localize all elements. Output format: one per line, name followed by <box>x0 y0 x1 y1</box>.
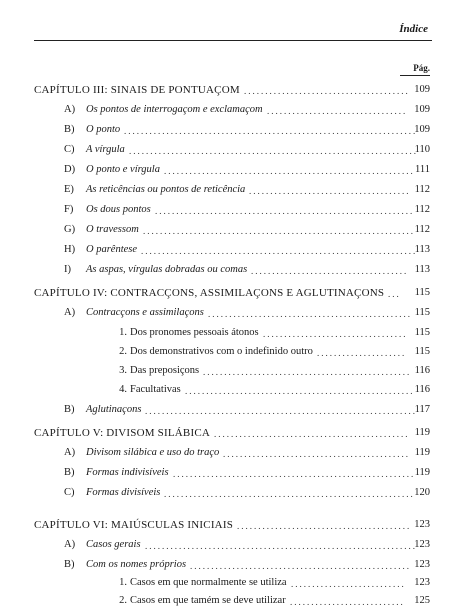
toc-entry-page-number: 123 <box>414 577 430 588</box>
toc-section-entry <box>0 204 450 220</box>
toc-leader-dots: ............................................ <box>223 449 410 459</box>
toc-leader-dots: ...................................... <box>249 186 411 196</box>
toc-subsection-entry <box>0 327 450 343</box>
toc-entry-title: CAPÍTULO III: SINAIS DE PONTUAÇOM <box>34 84 240 96</box>
toc-entry-title: Dos demonstrativos com o indefinido outro <box>130 346 313 357</box>
toc-leader-dots: ................................................................. <box>141 246 418 256</box>
toc-entry-title: Divisom silábica e uso do traço <box>86 447 220 458</box>
toc-entry-marker: G) <box>64 224 76 235</box>
toc-entry-marker: F) <box>64 204 74 215</box>
toc-entry-marker: I) <box>64 264 71 275</box>
toc-entry-marker: 1. <box>119 577 127 588</box>
toc-entry-page-number: 123 <box>414 519 430 530</box>
page-header-title: Índice <box>399 23 428 35</box>
toc-entry-marker: B) <box>64 404 75 415</box>
toc-entry-page-number: 125 <box>414 595 430 606</box>
toc-entry-page-number: 123 <box>414 559 430 570</box>
toc-section-entry <box>0 404 450 420</box>
toc-subsection-entry <box>0 595 450 611</box>
toc-entry-page-number: 117 <box>414 404 430 415</box>
toc-entry-marker: C) <box>64 144 75 155</box>
toc-leader-dots: ........................................................... <box>164 166 415 176</box>
toc-entry-marker: E) <box>64 184 74 195</box>
toc-entry-title: Formas divisíveis <box>86 487 161 498</box>
toc-subsection-entry <box>0 365 450 381</box>
toc-entry-page-number: 113 <box>414 264 430 275</box>
toc-leader-dots: ......................................................... <box>173 469 416 479</box>
toc-entry-marker: 2. <box>119 346 127 357</box>
toc-entry-page-number: 112 <box>414 224 430 235</box>
toc-leader-dots: ................................................................ <box>143 226 415 236</box>
toc-leader-dots: ......................................... <box>237 521 412 531</box>
toc-entry-page-number: 109 <box>414 104 430 115</box>
toc-entry-page-number: 113 <box>414 244 430 255</box>
toc-leader-dots: ...................................................... <box>185 386 415 396</box>
toc-entry-page-number: 119 <box>414 427 430 438</box>
toc-entry-page-number: 119 <box>414 447 430 458</box>
toc-entry-page-number: 116 <box>414 384 430 395</box>
toc-chapter-entry <box>0 519 450 535</box>
toc-leader-dots: ................................................ <box>208 309 412 319</box>
toc-leader-dots: .................................................... <box>190 561 411 571</box>
toc-entry-title: Casos gerais <box>86 539 141 550</box>
toc-entry-title: O parêntese <box>86 244 138 255</box>
toc-entry-marker: B) <box>64 467 75 478</box>
toc-entry-marker: 1. <box>119 327 127 338</box>
toc-chapter-entry <box>0 287 450 303</box>
toc-leader-dots: .................................. <box>263 329 408 339</box>
toc-leader-dots: .............................................. <box>214 429 410 439</box>
toc-entry-marker: 2. <box>119 595 127 606</box>
toc-section-entry <box>0 467 450 483</box>
toc-entry-title: O ponto e vírgula <box>86 164 160 175</box>
toc-entry-title: O travessom <box>86 224 139 235</box>
toc-entry-page-number: 115 <box>414 307 430 318</box>
toc-entry-page-number: 115 <box>414 327 430 338</box>
toc-entry-title: Os dous pontos <box>86 204 151 215</box>
toc-entry-page-number: 116 <box>414 365 430 376</box>
toc-section-entry <box>0 487 450 503</box>
toc-entry-page-number: 115 <box>414 287 430 298</box>
toc-entry-title: Os pontos de interrogaçom e exclamaçom <box>86 104 263 115</box>
toc-entry-title: Dos pronomes pessoais átonos <box>130 327 259 338</box>
toc-entry-title: A vírgula <box>86 144 125 155</box>
toc-entry-marker: 3. <box>119 365 127 376</box>
toc-entry-title: CAPÍTULO VI: MAIÚSCULAS INICIAIS <box>34 519 234 531</box>
toc-subsection-entry <box>0 346 450 362</box>
toc-entry-title: As aspas, vírgulas dobradas ou comas <box>86 264 248 275</box>
toc-leader-dots: ....................................... <box>244 86 410 96</box>
page-column-label: Pág. <box>413 63 430 73</box>
toc-section-entry <box>0 124 450 140</box>
toc-leader-dots: ... <box>388 289 401 299</box>
toc-leader-dots: ........................... <box>291 579 406 589</box>
toc-entry-page-number: 123 <box>414 539 430 550</box>
toc-leader-dots: ............................................................. <box>155 206 415 216</box>
toc-entry-marker: A) <box>64 307 76 318</box>
toc-entry-marker: A) <box>64 104 76 115</box>
toc-section-entry <box>0 164 450 180</box>
toc-leader-dots: ........................... <box>290 597 405 607</box>
toc-entry-title: CAPÍTULO IV: CONTRACÇONS, ASSIMILAÇONS E AGLUTINAÇONS <box>34 287 385 299</box>
toc-section-entry <box>0 184 450 200</box>
toc-entry-marker: A) <box>64 447 76 458</box>
toc-entry-title: Aglutinaçons <box>86 404 142 415</box>
toc-leader-dots: ................................. <box>267 106 408 116</box>
toc-section-entry <box>0 307 450 323</box>
toc-entry-title: As reticências ou pontos de reticência <box>86 184 246 195</box>
toc-entry-marker: 4. <box>119 384 127 395</box>
toc-entry-title: Das preposiçons <box>130 365 200 376</box>
toc-entry-page-number: 110 <box>414 144 430 155</box>
toc-entry-marker: H) <box>64 244 76 255</box>
toc-leader-dots: ..................... <box>317 348 407 358</box>
toc-entry-page-number: 120 <box>414 487 430 498</box>
toc-section-entry <box>0 244 450 260</box>
toc-section-entry <box>0 264 450 280</box>
toc-leader-dots: ................................................................ <box>145 541 417 551</box>
toc-entry-page-number: 119 <box>414 467 430 478</box>
toc-section-entry <box>0 224 450 240</box>
toc-section-entry <box>0 104 450 120</box>
toc-entry-page-number: 112 <box>414 204 430 215</box>
toc-entry-page-number: 109 <box>414 124 430 135</box>
toc-entry-page-number: 109 <box>414 84 430 95</box>
toc-entry-title: CAPÍTULO V: DIVISOM SILÁBICA <box>34 427 211 439</box>
toc-subsection-entry <box>0 384 450 400</box>
toc-entry-page-number: 115 <box>414 346 430 357</box>
toc-leader-dots: ........................................................... <box>164 489 415 499</box>
toc-section-entry <box>0 559 450 575</box>
toc-leader-dots: ..................................................................... <box>124 126 418 136</box>
toc-chapter-entry <box>0 427 450 443</box>
toc-chapter-entry <box>0 84 450 100</box>
toc-entry-title: Formas indivisíveis <box>86 467 169 478</box>
toc-entry-marker: B) <box>64 559 75 570</box>
toc-subsection-entry <box>0 577 450 593</box>
toc-entry-title: Casos em que normalmente se utiliza <box>130 577 287 588</box>
toc-entry-page-number: 112 <box>414 184 430 195</box>
toc-leader-dots: .................................................................... <box>129 146 418 156</box>
toc-entry-title: O ponto <box>86 124 121 135</box>
toc-entry-marker: C) <box>64 487 75 498</box>
toc-entry-page-number: 111 <box>415 164 430 175</box>
toc-leader-dots: ................................................................ <box>145 406 417 416</box>
toc-entry-title: Facultativas <box>130 384 181 395</box>
toc-section-entry <box>0 144 450 160</box>
toc-leader-dots: ................................................. <box>203 367 412 377</box>
toc-entry-marker: B) <box>64 124 75 135</box>
toc-section-entry <box>0 447 450 463</box>
toc-leader-dots: ..................................... <box>251 266 409 276</box>
toc-entry-title: Contracçons e assimilaçons <box>86 307 204 318</box>
toc-entry-marker: A) <box>64 539 76 550</box>
toc-entry-title: Com os nomes próprios <box>86 559 187 570</box>
toc-section-entry <box>0 539 450 555</box>
toc-entry-marker: D) <box>64 164 76 175</box>
toc-entry-title: Casos em que tamém se deve utilizar <box>130 595 286 606</box>
